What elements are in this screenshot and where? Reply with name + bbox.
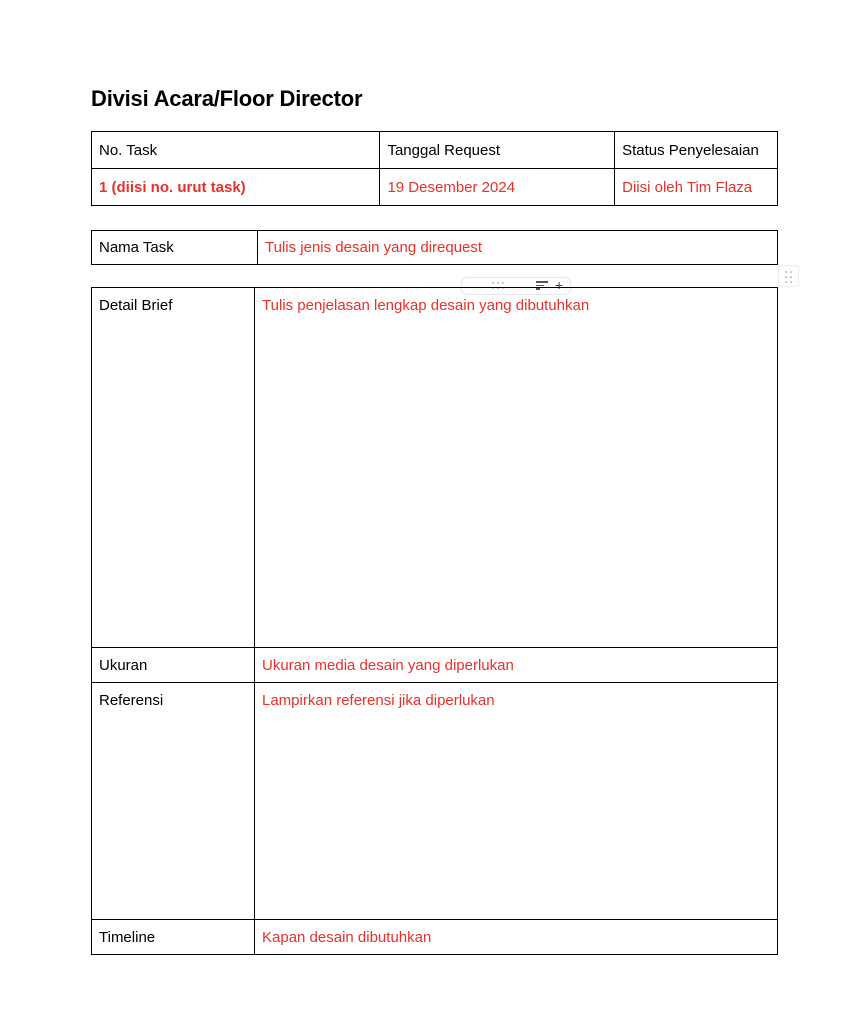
- table-row: [92, 648, 778, 683]
- label-detail-brief[interactable]: Detail Brief: [92, 288, 255, 648]
- label-referensi[interactable]: Referensi: [92, 683, 255, 920]
- value-nama-task[interactable]: Tulis jenis desain yang direquest: [258, 231, 778, 265]
- label-ukuran[interactable]: Ukuran: [92, 648, 255, 683]
- document-title: Divisi Acara/Floor Director: [91, 86, 363, 111]
- value-timeline[interactable]: Kapan desain dibutuhkan: [255, 920, 778, 955]
- header-tanggal-request[interactable]: Tanggal Request: [380, 132, 615, 169]
- table-row: [92, 683, 778, 920]
- header-no-task[interactable]: No. Task: [92, 132, 380, 169]
- value-referensi[interactable]: Lampirkan referensi jika diperlukan: [255, 683, 778, 920]
- cell-status[interactable]: Diisi oleh Tim Flaza: [615, 169, 778, 206]
- cell-no-task[interactable]: 1 (diisi no. urut task): [92, 169, 380, 206]
- table-row: [92, 169, 778, 206]
- value-ukuran[interactable]: Ukuran media desain yang diperlukan: [255, 648, 778, 683]
- task-name-table: [91, 230, 778, 265]
- task-info-table: [91, 131, 778, 206]
- label-timeline[interactable]: Timeline: [92, 920, 255, 955]
- row-drag-handle-icon[interactable]: [778, 265, 799, 287]
- header-status[interactable]: Status Penyelesaian: [615, 132, 778, 169]
- table-header-row: [92, 132, 778, 169]
- table-row: [92, 920, 778, 955]
- plus-icon[interactable]: +: [555, 277, 564, 293]
- value-detail-brief[interactable]: Tulis penjelasan lengkap desain yang dibutuhkan: [255, 288, 778, 648]
- cell-tanggal-request[interactable]: 19 Desember 2024: [380, 169, 615, 206]
- table-row: [92, 288, 778, 648]
- details-table: [91, 287, 778, 955]
- label-nama-task[interactable]: Nama Task: [92, 231, 258, 265]
- table-row: [92, 231, 778, 265]
